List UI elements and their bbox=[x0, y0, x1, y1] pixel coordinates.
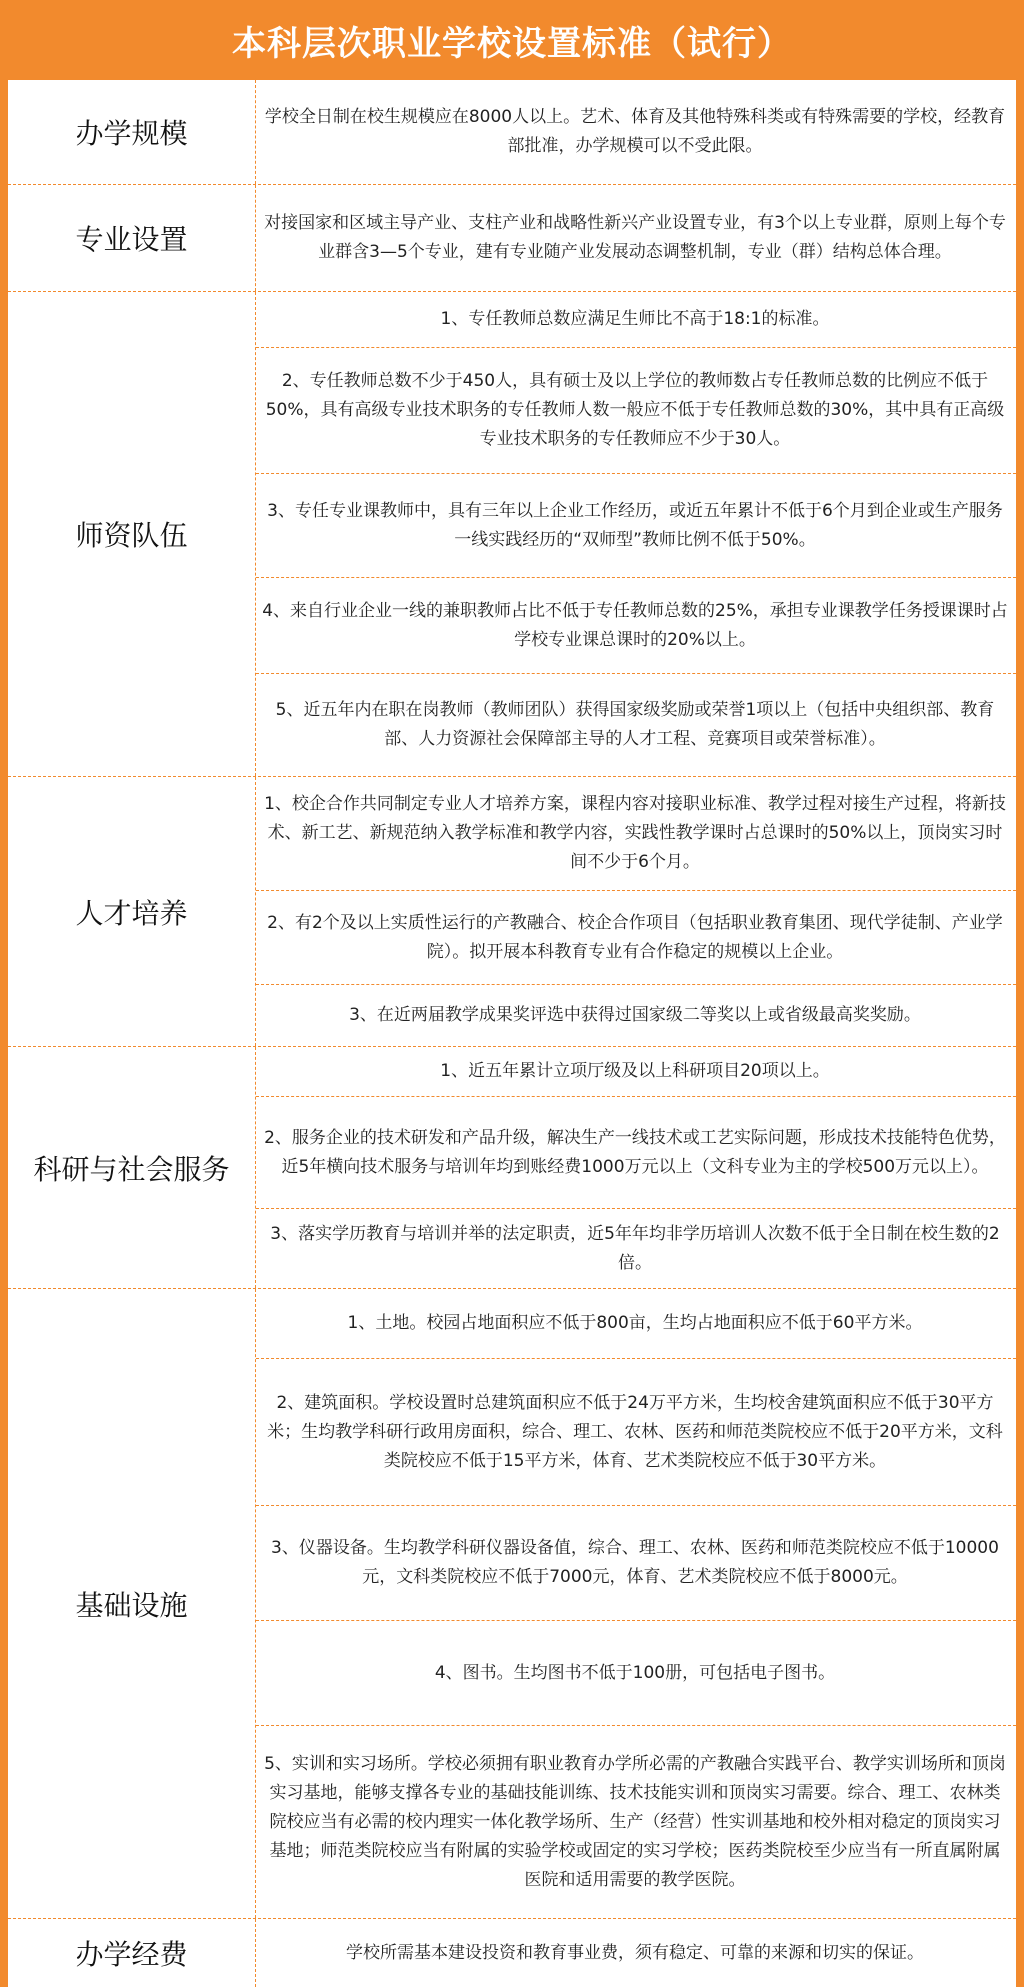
standard-item: 3、仪器设备。生均教学科研仪器设备值，综合、理工、农林、医药和师范类院校应不低于10000元，文科类院校应不低于7000元，体育、艺术类院校应不低于8000元。 bbox=[256, 1506, 1016, 1621]
standard-item: 对接国家和区域主导产业、支柱产业和战略性新兴产业设置专业，有3个以上专业群，原则上每个专业群含3—5个专业，建有专业随产业发展动态调整机制，专业（群）结构总体合理。 bbox=[264, 213, 1006, 262]
standard-item: 3、在近两届教学成果奖评选中获得过国家级二等奖以上或省级最高奖奖励。 bbox=[349, 1005, 921, 1025]
section-infrastructure bbox=[8, 1289, 1016, 1919]
standard-item: 1、近五年累计立项厅级及以上科研项目20项以上。 bbox=[256, 1047, 1016, 1097]
standard-item: 5、实训和实习场所。学校必须拥有职业教育办学所必需的产教融合实践平台、教学实训场所和顶岗实习基地，能够支撑各专业的基础技能训练、技术技能实训和顶岗实习需要。综合、理工、农林类院校应当有必需的校内理实一体化教学场所、生产（经营）性实训基地和校外相对稳定的顶岗实习基地；师范类院校应当有附属的实验学校或固定的实习学校；医药类院校至少应当有一所直属附属医院和适用需要的教学医院。 bbox=[264, 1753, 1006, 1890]
standard-item: 3、专任专业课教师中，具有三年以上企业工作经历，或近五年累计不低于6个月到企业或生产服务一线实践经历的“双师型”教师比例不低于50%。 bbox=[256, 474, 1016, 578]
standard-item: 2、建筑面积。学校设置时总建筑面积应不低于24万平方米，生均校舍建筑面积应不低于30平方米；生均教学科研行政用房面积，综合、理工、农林、医药和师范类院校应不低于20平方米，文科类院校应不低于15平方米，体育、艺术类院校应不低于30平方米。 bbox=[256, 1359, 1016, 1506]
standard-item: 4、图书。生均图书不低于100册，可包括电子图书。 bbox=[256, 1621, 1016, 1726]
section-content bbox=[256, 292, 1016, 776]
section-talent-cultivation bbox=[8, 777, 1016, 1047]
section-major-setup bbox=[8, 185, 1016, 292]
section-content bbox=[256, 185, 1016, 291]
standards-table bbox=[8, 80, 1016, 1987]
section-label: 专业设置 bbox=[8, 185, 256, 291]
section-label: 师资队伍 bbox=[8, 292, 256, 776]
standard-item: 4、来自行业企业一线的兼职教师占比不低于专任教师总数的25%，承担专业课教学任务授课课时占学校专业课总课时的20%以上。 bbox=[256, 578, 1016, 674]
standard-item: 学校全日制在校生规模应在8000人以上。艺术、体育及其他特殊科类或有特殊需要的学校，经教育部批准，办学规模可以不受此限。 bbox=[264, 107, 1006, 156]
section-content bbox=[256, 1289, 1016, 1918]
standard-item: 1、土地。校园占地面积应不低于800亩，生均占地面积应不低于60平方米。 bbox=[256, 1289, 1016, 1359]
section-content bbox=[256, 777, 1016, 1046]
section-content bbox=[256, 1047, 1016, 1288]
standard-item: 5、近五年内在职在岗教师（教师团队）获得国家级奖励或荣誉1项以上（包括中央组织部、教育部、人力资源社会保障部主导的人才工程、竞赛项目或荣誉标准）。 bbox=[275, 700, 995, 749]
section-school-scale bbox=[8, 80, 1016, 185]
section-faculty bbox=[8, 292, 1016, 777]
standard-item: 学校所需基本建设投资和教育事业费，须有稳定、可靠的来源和切实的保证。 bbox=[346, 1942, 924, 1963]
standard-item: 1、校企合作共同制定专业人才培养方案，课程内容对接职业标准、教学过程对接生产过程，将新技术、新工艺、新规范纳入教学标准和教学内容，实践性教学课时占总课时的50%以上，顶岗实习时间不少于6个月。 bbox=[256, 777, 1016, 891]
section-funding bbox=[8, 1919, 1016, 1987]
section-label: 基础设施 bbox=[8, 1289, 256, 1918]
section-research-service bbox=[8, 1047, 1016, 1289]
section-label: 办学经费 bbox=[8, 1919, 256, 1987]
standard-item: 2、服务企业的技术研发和产品升级，解决生产一线技术或工艺实际问题，形成技术技能特色优势，近5年横向技术服务与培训年均到账经费1000万元以上（文科专业为主的学校500万元以上）。 bbox=[256, 1097, 1016, 1209]
standard-item: 1、专任教师总数应满足生师比不高于18:1的标准。 bbox=[256, 292, 1016, 348]
page-title: 本科层次职业学校设置标准（试行） bbox=[232, 23, 792, 64]
section-content bbox=[256, 80, 1016, 184]
section-label: 办学规模 bbox=[8, 80, 256, 184]
section-label: 科研与社会服务 bbox=[8, 1047, 256, 1288]
standard-item: 3、落实学历教育与培训并举的法定职责，近5年年均非学历培训人次数不低于全日制在校生数的2倍。 bbox=[270, 1223, 1000, 1273]
section-content bbox=[256, 1919, 1016, 1987]
standard-item: 2、专任教师总数不少于450人，具有硕士及以上学位的教师数占专任教师总数的比例应不低于50%，具有高级专业技术职务的专任教师人数一般应不低于专任教师总数的30%，其中具有正高级专业技术职务的专任教师应不少于30人。 bbox=[256, 348, 1016, 474]
standard-item: 2、有2个及以上实质性运行的产教融合、校企合作项目（包括职业教育集团、现代学徒制、产业学院）。拟开展本科教育专业有合作稳定的规模以上企业。 bbox=[256, 891, 1016, 985]
section-label: 人才培养 bbox=[8, 777, 256, 1046]
